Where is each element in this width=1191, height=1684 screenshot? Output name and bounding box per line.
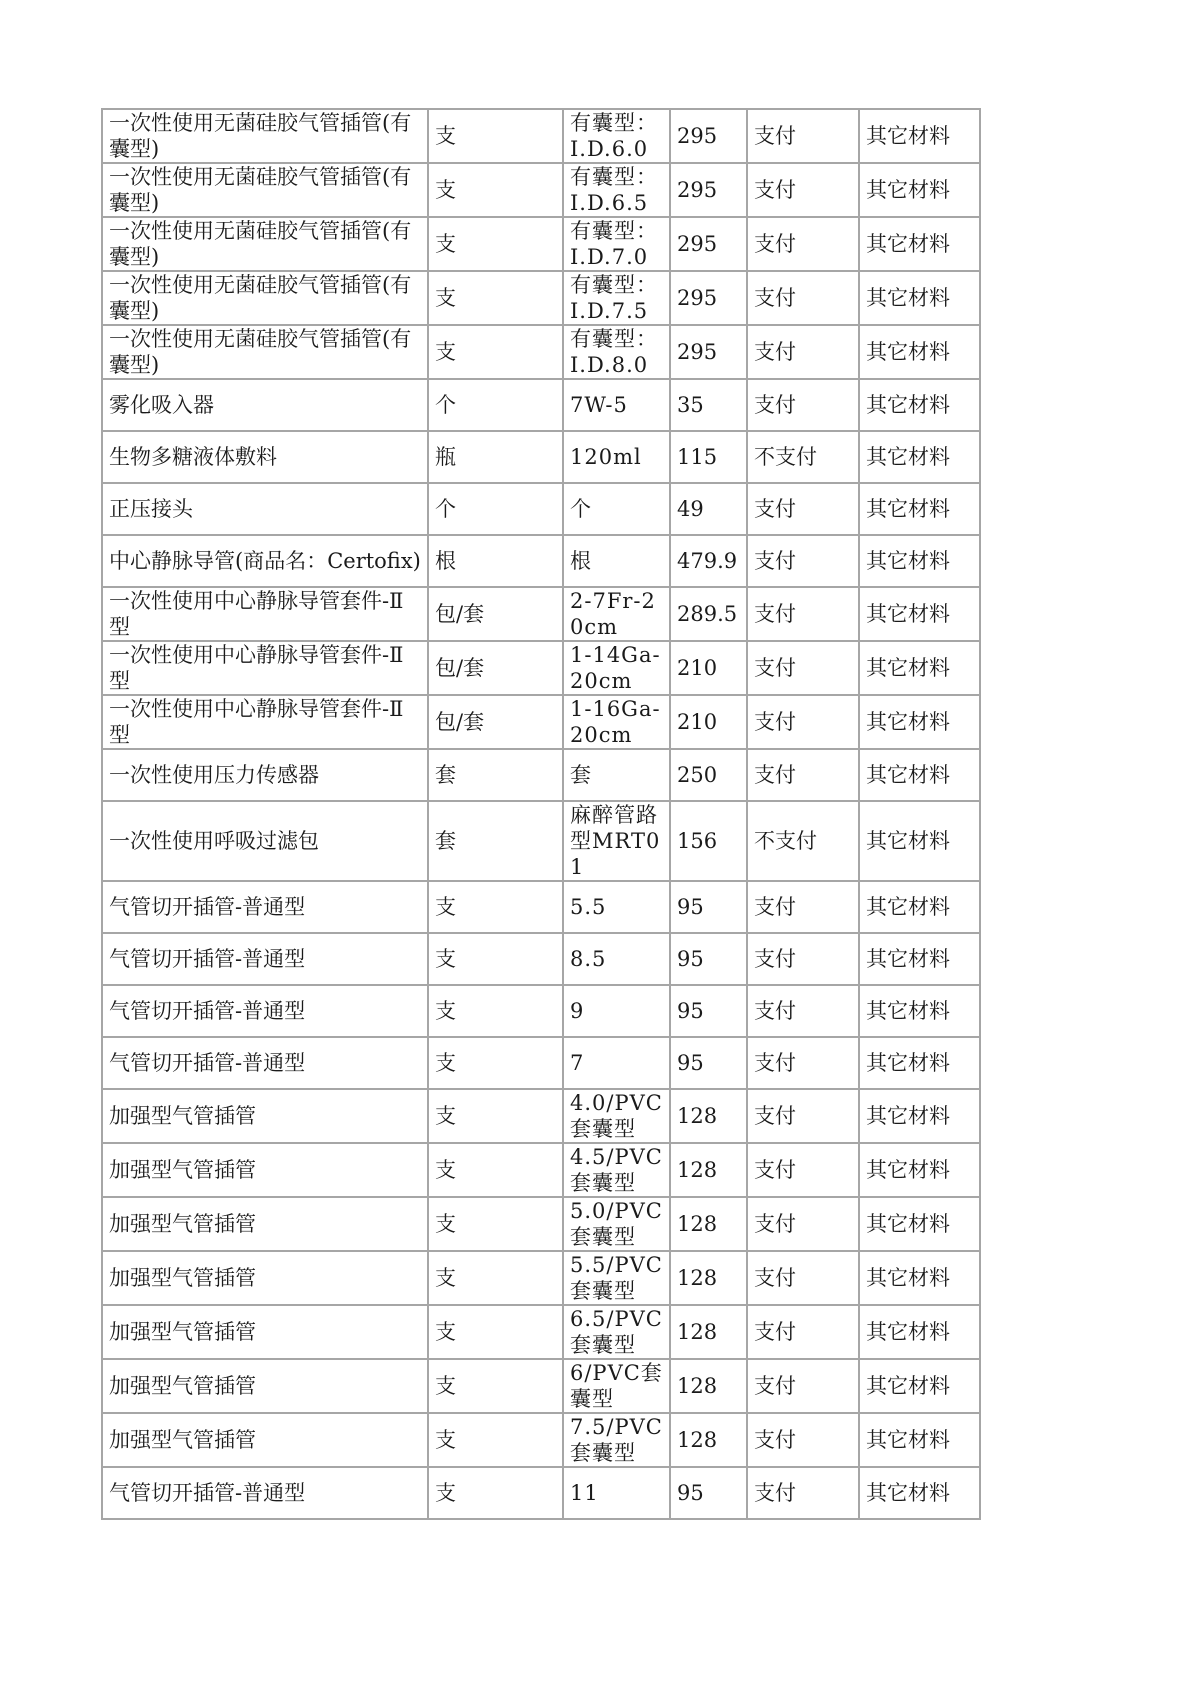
cell-price: 128 xyxy=(670,1143,747,1197)
cell-category: 其它材料 xyxy=(859,431,980,483)
cell-category: 其它材料 xyxy=(859,1037,980,1089)
table-row xyxy=(102,749,980,801)
cell-category: 其它材料 xyxy=(859,985,980,1037)
cell-price: 95 xyxy=(670,985,747,1037)
cell-item-name: 一次性使用无菌硅胶气管插管(有囊型) xyxy=(102,271,428,325)
cell-payment-status: 支付 xyxy=(747,1467,859,1519)
table-row xyxy=(102,1143,980,1197)
cell-price: 295 xyxy=(670,109,747,163)
cell-price: 210 xyxy=(670,695,747,749)
cell-category: 其它材料 xyxy=(859,163,980,217)
table-row xyxy=(102,1037,980,1089)
table-row xyxy=(102,1359,980,1413)
cell-price: 128 xyxy=(670,1089,747,1143)
cell-category: 其它材料 xyxy=(859,695,980,749)
cell-spec: 有囊型：I.D.6.0 xyxy=(563,109,670,163)
cell-unit: 支 xyxy=(428,109,563,163)
cell-unit: 包/套 xyxy=(428,695,563,749)
cell-spec: 6.5/PVC套囊型 xyxy=(563,1305,670,1359)
cell-item-name: 加强型气管插管 xyxy=(102,1197,428,1251)
cell-payment-status: 支付 xyxy=(747,1251,859,1305)
cell-spec: 有囊型：I.D.7.5 xyxy=(563,271,670,325)
cell-item-name: 加强型气管插管 xyxy=(102,1143,428,1197)
table-row xyxy=(102,1251,980,1305)
cell-payment-status: 支付 xyxy=(747,109,859,163)
cell-payment-status: 支付 xyxy=(747,1413,859,1467)
cell-spec: 有囊型：I.D.8.0 xyxy=(563,325,670,379)
cell-item-name: 一次性使用无菌硅胶气管插管(有囊型) xyxy=(102,109,428,163)
cell-payment-status: 支付 xyxy=(747,985,859,1037)
cell-item-name: 一次性使用压力传感器 xyxy=(102,749,428,801)
cell-payment-status: 支付 xyxy=(747,1143,859,1197)
cell-category: 其它材料 xyxy=(859,641,980,695)
cell-unit: 支 xyxy=(428,933,563,985)
cell-category: 其它材料 xyxy=(859,1143,980,1197)
cell-category: 其它材料 xyxy=(859,1413,980,1467)
cell-unit: 支 xyxy=(428,1089,563,1143)
cell-item-name: 中心静脉导管(商品名：Certofix) xyxy=(102,535,428,587)
cell-price: 49 xyxy=(670,483,747,535)
cell-spec: 5.5/PVC套囊型 xyxy=(563,1251,670,1305)
cell-price: 115 xyxy=(670,431,747,483)
cell-payment-status: 支付 xyxy=(747,379,859,431)
cell-unit: 支 xyxy=(428,163,563,217)
cell-payment-status: 支付 xyxy=(747,1037,859,1089)
table-row xyxy=(102,801,980,881)
table-row xyxy=(102,587,980,641)
table-row xyxy=(102,431,980,483)
cell-spec: 套 xyxy=(563,749,670,801)
cell-spec: 9 xyxy=(563,985,670,1037)
cell-item-name: 生物多糖液体敷料 xyxy=(102,431,428,483)
cell-spec: 7.5/PVC套囊型 xyxy=(563,1413,670,1467)
cell-item-name: 雾化吸入器 xyxy=(102,379,428,431)
cell-unit: 支 xyxy=(428,1305,563,1359)
cell-category: 其它材料 xyxy=(859,933,980,985)
cell-item-name: 加强型气管插管 xyxy=(102,1413,428,1467)
table-row xyxy=(102,163,980,217)
cell-category: 其它材料 xyxy=(859,535,980,587)
cell-item-name: 气管切开插管-普通型 xyxy=(102,933,428,985)
cell-spec: 麻醉管路型MRT01 xyxy=(563,801,670,881)
cell-payment-status: 支付 xyxy=(747,217,859,271)
table-row xyxy=(102,109,980,163)
cell-payment-status: 支付 xyxy=(747,881,859,933)
table-row xyxy=(102,483,980,535)
cell-payment-status: 支付 xyxy=(747,1359,859,1413)
cell-payment-status: 支付 xyxy=(747,587,859,641)
cell-unit: 支 xyxy=(428,1413,563,1467)
cell-price: 95 xyxy=(670,1037,747,1089)
cell-item-name: 一次性使用中心静脉导管套件-Ⅱ型 xyxy=(102,641,428,695)
cell-price: 156 xyxy=(670,801,747,881)
cell-unit: 支 xyxy=(428,1251,563,1305)
cell-spec: 根 xyxy=(563,535,670,587)
cell-spec: 7W-5 xyxy=(563,379,670,431)
cell-item-name: 加强型气管插管 xyxy=(102,1089,428,1143)
cell-item-name: 正压接头 xyxy=(102,483,428,535)
cell-unit: 支 xyxy=(428,881,563,933)
cell-payment-status: 支付 xyxy=(747,483,859,535)
cell-spec: 有囊型：I.D.7.0 xyxy=(563,217,670,271)
cell-price: 128 xyxy=(670,1305,747,1359)
table-row xyxy=(102,379,980,431)
cell-payment-status: 支付 xyxy=(747,325,859,379)
table-row xyxy=(102,325,980,379)
cell-category: 其它材料 xyxy=(859,217,980,271)
cell-unit: 根 xyxy=(428,535,563,587)
cell-unit: 套 xyxy=(428,801,563,881)
cell-category: 其它材料 xyxy=(859,483,980,535)
cell-category: 其它材料 xyxy=(859,1197,980,1251)
cell-price: 210 xyxy=(670,641,747,695)
cell-spec: 4.0/PVC套囊型 xyxy=(563,1089,670,1143)
cell-category: 其它材料 xyxy=(859,1089,980,1143)
cell-unit: 支 xyxy=(428,1197,563,1251)
cell-price: 479.9 xyxy=(670,535,747,587)
table-row xyxy=(102,1413,980,1467)
cell-item-name: 一次性使用无菌硅胶气管插管(有囊型) xyxy=(102,163,428,217)
cell-payment-status: 不支付 xyxy=(747,801,859,881)
table-row xyxy=(102,881,980,933)
cell-spec: 2-7Fr-20cm xyxy=(563,587,670,641)
cell-spec: 6/PVC套囊型 xyxy=(563,1359,670,1413)
cell-category: 其它材料 xyxy=(859,801,980,881)
cell-item-name: 气管切开插管-普通型 xyxy=(102,881,428,933)
cell-spec: 5.5 xyxy=(563,881,670,933)
cell-unit: 支 xyxy=(428,1359,563,1413)
table-row xyxy=(102,1467,980,1519)
cell-unit: 套 xyxy=(428,749,563,801)
cell-price: 289.5 xyxy=(670,587,747,641)
cell-spec: 4.5/PVC套囊型 xyxy=(563,1143,670,1197)
cell-category: 其它材料 xyxy=(859,881,980,933)
cell-spec: 120ml xyxy=(563,431,670,483)
cell-price: 128 xyxy=(670,1413,747,1467)
cell-category: 其它材料 xyxy=(859,109,980,163)
cell-item-name: 一次性使用中心静脉导管套件-Ⅱ型 xyxy=(102,695,428,749)
cell-unit: 支 xyxy=(428,1143,563,1197)
cell-item-name: 一次性使用呼吸过滤包 xyxy=(102,801,428,881)
table-row xyxy=(102,641,980,695)
cell-payment-status: 支付 xyxy=(747,271,859,325)
cell-unit: 个 xyxy=(428,483,563,535)
cell-unit: 支 xyxy=(428,271,563,325)
table-row xyxy=(102,1197,980,1251)
cell-payment-status: 支付 xyxy=(747,933,859,985)
cell-item-name: 一次性使用无菌硅胶气管插管(有囊型) xyxy=(102,217,428,271)
cell-unit: 包/套 xyxy=(428,641,563,695)
cell-payment-status: 支付 xyxy=(747,749,859,801)
cell-price: 95 xyxy=(670,933,747,985)
cell-item-name: 气管切开插管-普通型 xyxy=(102,1467,428,1519)
cell-spec: 8.5 xyxy=(563,933,670,985)
cell-price: 295 xyxy=(670,163,747,217)
cell-item-name: 加强型气管插管 xyxy=(102,1359,428,1413)
table-row xyxy=(102,1089,980,1143)
cell-unit: 支 xyxy=(428,1467,563,1519)
cell-payment-status: 不支付 xyxy=(747,431,859,483)
cell-price: 128 xyxy=(670,1197,747,1251)
cell-price: 35 xyxy=(670,379,747,431)
cell-spec: 11 xyxy=(563,1467,670,1519)
table-row xyxy=(102,271,980,325)
cell-spec: 5.0/PVC套囊型 xyxy=(563,1197,670,1251)
cell-item-name: 气管切开插管-普通型 xyxy=(102,1037,428,1089)
table-row xyxy=(102,985,980,1037)
table-row xyxy=(102,535,980,587)
cell-payment-status: 支付 xyxy=(747,1197,859,1251)
cell-unit: 包/套 xyxy=(428,587,563,641)
materials-price-table xyxy=(101,108,981,1520)
table-row xyxy=(102,217,980,271)
cell-price: 295 xyxy=(670,271,747,325)
cell-price: 95 xyxy=(670,881,747,933)
table-row xyxy=(102,695,980,749)
cell-price: 128 xyxy=(670,1251,747,1305)
cell-category: 其它材料 xyxy=(859,1305,980,1359)
cell-category: 其它材料 xyxy=(859,1467,980,1519)
cell-price: 128 xyxy=(670,1359,747,1413)
cell-spec: 有囊型：I.D.6.5 xyxy=(563,163,670,217)
cell-payment-status: 支付 xyxy=(747,535,859,587)
table-row xyxy=(102,1305,980,1359)
cell-unit: 支 xyxy=(428,217,563,271)
cell-price: 295 xyxy=(670,325,747,379)
cell-spec: 个 xyxy=(563,483,670,535)
cell-unit: 支 xyxy=(428,325,563,379)
cell-category: 其它材料 xyxy=(859,1359,980,1413)
cell-unit: 支 xyxy=(428,1037,563,1089)
cell-item-name: 气管切开插管-普通型 xyxy=(102,985,428,1037)
cell-category: 其它材料 xyxy=(859,587,980,641)
cell-price: 250 xyxy=(670,749,747,801)
cell-item-name: 一次性使用无菌硅胶气管插管(有囊型) xyxy=(102,325,428,379)
cell-payment-status: 支付 xyxy=(747,1089,859,1143)
table-body xyxy=(102,109,980,1519)
cell-price: 295 xyxy=(670,217,747,271)
cell-item-name: 加强型气管插管 xyxy=(102,1251,428,1305)
table-row xyxy=(102,933,980,985)
cell-price: 95 xyxy=(670,1467,747,1519)
cell-payment-status: 支付 xyxy=(747,1305,859,1359)
cell-unit: 支 xyxy=(428,985,563,1037)
cell-payment-status: 支付 xyxy=(747,641,859,695)
cell-unit: 个 xyxy=(428,379,563,431)
cell-item-name: 一次性使用中心静脉导管套件-Ⅱ型 xyxy=(102,587,428,641)
cell-category: 其它材料 xyxy=(859,749,980,801)
cell-spec: 1-16Ga-20cm xyxy=(563,695,670,749)
cell-spec: 7 xyxy=(563,1037,670,1089)
cell-item-name: 加强型气管插管 xyxy=(102,1305,428,1359)
cell-spec: 1-14Ga-20cm xyxy=(563,641,670,695)
cell-category: 其它材料 xyxy=(859,379,980,431)
cell-category: 其它材料 xyxy=(859,1251,980,1305)
cell-payment-status: 支付 xyxy=(747,163,859,217)
cell-unit: 瓶 xyxy=(428,431,563,483)
cell-category: 其它材料 xyxy=(859,271,980,325)
cell-payment-status: 支付 xyxy=(747,695,859,749)
cell-category: 其它材料 xyxy=(859,325,980,379)
